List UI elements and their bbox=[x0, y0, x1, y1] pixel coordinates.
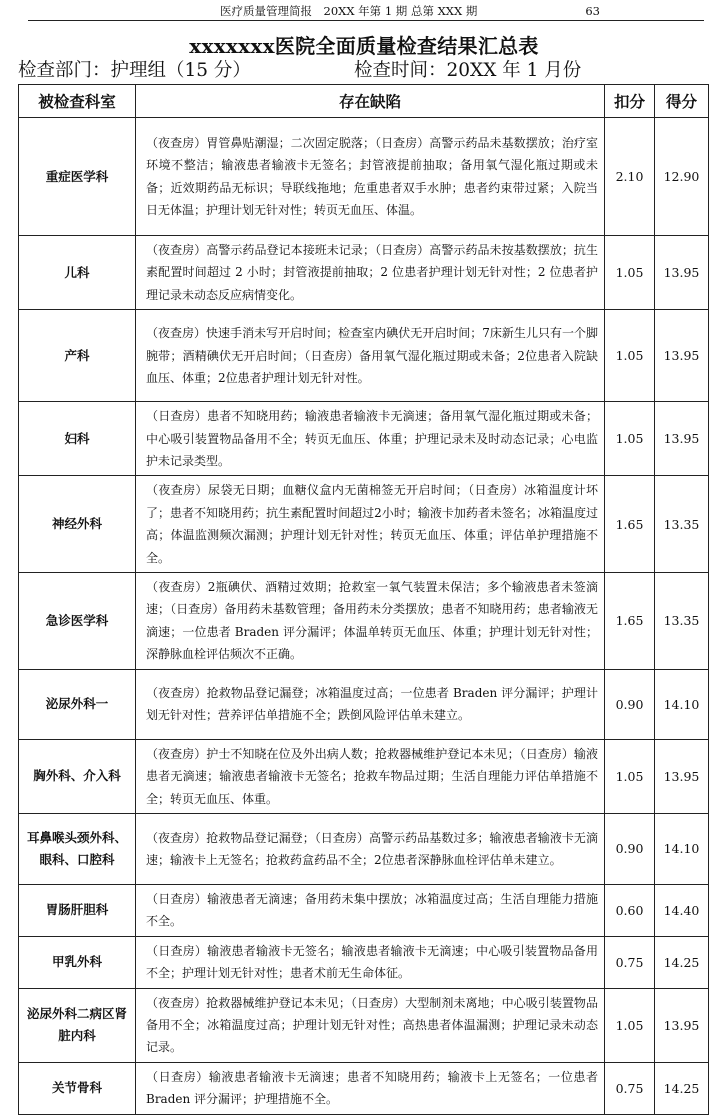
dept-cell: 胸外科、介入科 bbox=[19, 739, 136, 813]
deduction-cell: 1.05 bbox=[605, 236, 655, 310]
defects-cell: （夜查房）高警示药品登记本接班未记录；（日查房）高警示药品未按基数摆放；抗生素配置时间超过 2 小时；封管液提前抽取；2 位患者护理计划无针对性；2 位患者护理记录未动态反应病情变化。 bbox=[136, 236, 605, 310]
table-row bbox=[19, 884, 709, 936]
table-row bbox=[19, 310, 709, 402]
defects-cell: （日查房）输液患者输液卡无签名；输液患者输液卡无滴速；中心吸引装置物品备用不全；护理计划无针对性；患者术前无生命体征。 bbox=[136, 936, 605, 988]
inspection-meta bbox=[18, 58, 708, 84]
dept-cell: 泌尿外科一 bbox=[19, 669, 136, 739]
dept-cell: 急诊医学科 bbox=[19, 573, 136, 670]
score-cell: 13.95 bbox=[655, 236, 709, 310]
defects-cell: （日查房）患者不知晓用药；输液患者输液卡无滴速；备用氧气湿化瓶过期或未备；中心吸引装置物品备用不全；转页无血压、体重；护理记录未及时动态记录；心电监护未记录类型。 bbox=[136, 402, 605, 476]
table-row bbox=[19, 988, 709, 1062]
score-cell: 12.90 bbox=[655, 118, 709, 236]
defects-cell: （夜查房）抢救物品登记漏登；冰箱温度过高；一位患者 Braden 评分漏评；护理计划无针对性；营养评估单措施不全；跌倒风险评估单未建立。 bbox=[136, 669, 605, 739]
table-row bbox=[19, 573, 709, 670]
defects-cell: （日查房）输液患者无滴速；备用药未集中摆放；冰箱温度过高；生活自理能力措施不全。 bbox=[136, 884, 605, 936]
score-cell: 13.95 bbox=[655, 310, 709, 402]
col-header-score: 得分 bbox=[655, 85, 709, 118]
defects-cell: （夜查房）抢救器械维护登记本未见；（日查房）大型制剂未离地；中心吸引装置物品备用不全；冰箱温度过高；护理计划无针对性；高热患者体温漏测；护理记录未动态记录。 bbox=[136, 988, 605, 1062]
inspection-time: 检查时间：20XX 年 1 月份 bbox=[354, 60, 582, 81]
dept-cell: 神经外科 bbox=[19, 476, 136, 573]
dept-cell: 产科 bbox=[19, 310, 136, 402]
dept-cell: 耳鼻喉头颈外科、眼科、口腔科 bbox=[19, 813, 136, 884]
dept-cell: 甲乳外科 bbox=[19, 936, 136, 988]
deduction-cell: 0.90 bbox=[605, 669, 655, 739]
deduction-cell: 0.60 bbox=[605, 884, 655, 936]
defects-cell: （夜查房）护士不知晓在位及外出病人数；抢救器械维护登记本未见；（日查房）输液患者无滴速；输液患者输液卡无签名；抢救车物品过期；生活自理能力评估单措施不全；转页无血压、体重。 bbox=[136, 739, 605, 813]
page-number: 63 bbox=[585, 4, 600, 18]
score-cell: 13.95 bbox=[655, 988, 709, 1062]
table-row bbox=[19, 813, 709, 884]
table-row bbox=[19, 669, 709, 739]
deduction-cell: 0.75 bbox=[605, 936, 655, 988]
dept-cell: 重症医学科 bbox=[19, 118, 136, 236]
score-cell: 13.35 bbox=[655, 573, 709, 670]
defects-cell: （夜查房）尿袋无日期；血糖仪盒内无菌棉签无开启时间；（日查房）冰箱温度计坏了；患者不知晓用药；抗生素配置时间超过2小时；输液卡加药者未签名；冰箱温度过高；体温监测频次漏测；护理计划无针对性；转页无血压、体重；评估单护理措施不全。 bbox=[136, 476, 605, 573]
results-table bbox=[18, 84, 709, 1115]
score-cell: 13.95 bbox=[655, 739, 709, 813]
score-cell: 14.25 bbox=[655, 936, 709, 988]
dept-cell: 泌尿外科二病区肾脏内科 bbox=[19, 988, 136, 1062]
defects-cell: （日查房）输液患者输液卡无滴速；患者不知晓用药；输液卡上无签名；一位患者 Braden 评分漏评；护理措施不全。 bbox=[136, 1062, 605, 1114]
col-header-department: 被检查科室 bbox=[19, 85, 136, 118]
dept-cell: 关节骨科 bbox=[19, 1062, 136, 1114]
defects-cell: （夜查房）抢救物品登记漏登；（日查房）高警示药品基数过多；输液患者输液卡无滴速；输液卡上无签名；抢救药盒药品不全；2位患者深静脉血栓评估单未建立。 bbox=[136, 813, 605, 884]
table-row bbox=[19, 739, 709, 813]
dept-cell: 妇科 bbox=[19, 402, 136, 476]
score-cell: 14.25 bbox=[655, 1062, 709, 1114]
deduction-cell: 2.10 bbox=[605, 118, 655, 236]
score-cell: 14.10 bbox=[655, 813, 709, 884]
dept-cell: 胃肠肝胆科 bbox=[19, 884, 136, 936]
col-header-defects: 存在缺陷 bbox=[136, 85, 605, 118]
score-cell: 14.40 bbox=[655, 884, 709, 936]
deduction-cell: 1.65 bbox=[605, 573, 655, 670]
table-header-row bbox=[19, 85, 709, 118]
deduction-cell: 1.65 bbox=[605, 476, 655, 573]
document-title: xxxxxxx医院全面质量检查结果汇总表 bbox=[189, 34, 539, 58]
table-row bbox=[19, 1062, 709, 1114]
table-row bbox=[19, 936, 709, 988]
score-cell: 13.95 bbox=[655, 402, 709, 476]
inspection-department: 检查部门：护理组（15 分） bbox=[18, 60, 251, 81]
table-row bbox=[19, 476, 709, 573]
deduction-cell: 1.05 bbox=[605, 310, 655, 402]
table-row bbox=[19, 402, 709, 476]
deduction-cell: 1.05 bbox=[605, 739, 655, 813]
deduction-cell: 0.90 bbox=[605, 813, 655, 884]
col-header-deduction: 扣分 bbox=[605, 85, 655, 118]
deduction-cell: 1.05 bbox=[605, 988, 655, 1062]
deduction-cell: 1.05 bbox=[605, 402, 655, 476]
table-row bbox=[19, 118, 709, 236]
publication-info: 医疗质量管理简报 20XX 年第 1 期 总第 XXX 期 bbox=[220, 4, 478, 18]
table-row bbox=[19, 236, 709, 310]
page-header bbox=[28, 4, 704, 21]
score-cell: 14.10 bbox=[655, 669, 709, 739]
dept-cell: 儿科 bbox=[19, 236, 136, 310]
defects-cell: （夜查房）快速手消未写开启时间；检查室内碘伏无开启时间；7床新生儿只有一个脚腕带；酒精碘伏无开启时间；（日查房）备用氧气湿化瓶过期或未备；2位患者入院缺血压、体重；2位患者护理计划无针对性。 bbox=[136, 310, 605, 402]
defects-cell: （夜查房）2瓶碘伏、酒精过效期；抢救室一氧气装置未保洁；多个输液患者未签滴速；（日查房）备用药未基数管理；备用药未分类摆放；患者不知晓用药；患者输液无滴速；一位患者 Braden 评分漏评；体温单转页无血压、体重；护理计划无针对性；深静脉血栓评估频次不正确。 bbox=[136, 573, 605, 670]
defects-cell: （夜查房）胃管鼻贴潮湿；二次固定脱落；（日查房）高警示药品未基数摆放；治疗室环境不整洁；输液患者输液卡无签名；封管液提前抽取；备用氧气湿化瓶过期或未备；近效期药品无标识；导联线拖地；危重患者双手水肿；患者约束带过紧；入院当日无体温；护理计划无针对性；转页无血压、体温。 bbox=[136, 118, 605, 236]
score-cell: 13.35 bbox=[655, 476, 709, 573]
deduction-cell: 0.75 bbox=[605, 1062, 655, 1114]
